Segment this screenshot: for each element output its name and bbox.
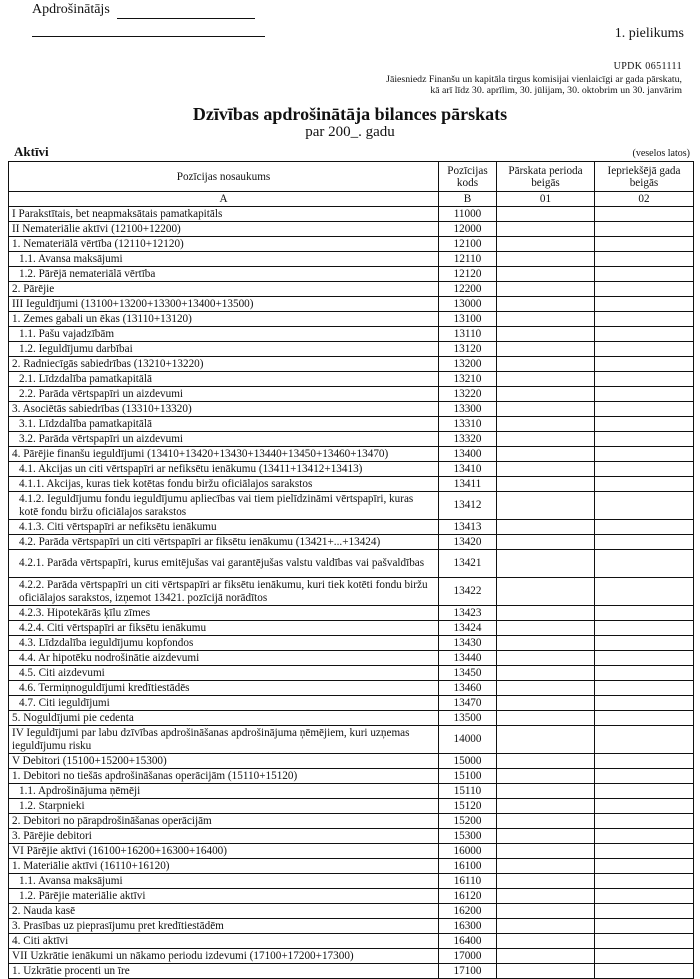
row-current-value[interactable]	[497, 949, 595, 964]
row-code: 13300	[439, 402, 497, 417]
table-row	[9, 726, 694, 754]
col-header-previous: Iepriekšējā gada beigās	[595, 162, 694, 192]
row-previous-value[interactable]	[595, 535, 694, 550]
row-code: 11000	[439, 207, 497, 222]
row-current-value[interactable]	[497, 417, 595, 432]
row-current-value[interactable]	[497, 844, 595, 859]
row-label: 1.2. Ieguldījumu darbībai	[9, 342, 439, 357]
row-previous-value[interactable]	[595, 402, 694, 417]
row-current-value[interactable]	[497, 462, 595, 477]
table-row	[9, 252, 694, 267]
row-label: 4.6. Termiņnoguldījumi kredītiestādēs	[9, 681, 439, 696]
row-label: 3. Prasības uz pieprasījumu pret kredītiestādēm	[9, 919, 439, 934]
row-previous-value[interactable]	[595, 462, 694, 477]
row-previous-value[interactable]	[595, 874, 694, 889]
table-row	[9, 432, 694, 447]
row-code: 13422	[439, 578, 497, 606]
table-row	[9, 492, 694, 520]
row-previous-value[interactable]	[595, 711, 694, 726]
row-current-value[interactable]	[497, 492, 595, 520]
row-current-value[interactable]	[497, 964, 595, 979]
section-title: Aktīvi	[14, 144, 49, 159]
page-title: Dzīvības apdrošinātāja bilances pārskats	[192, 104, 508, 124]
row-label: 2. Nauda kasē	[9, 904, 439, 919]
row-code: 13460	[439, 681, 497, 696]
table-row	[9, 859, 694, 874]
row-current-value[interactable]	[497, 327, 595, 342]
row-current-value[interactable]	[497, 621, 595, 636]
row-code: 12200	[439, 282, 497, 297]
row-previous-value[interactable]	[595, 784, 694, 799]
row-code: 16200	[439, 904, 497, 919]
row-code: 15300	[439, 829, 497, 844]
row-label: II Nemateriālie aktīvi (12100+12200)	[9, 222, 439, 237]
row-label: 1.1. Pašu vajadzībām	[9, 327, 439, 342]
table-row	[9, 844, 694, 859]
table-row	[9, 550, 694, 578]
row-code: 13420	[439, 535, 497, 550]
row-current-value[interactable]	[497, 312, 595, 327]
table-row	[9, 904, 694, 919]
row-current-value[interactable]	[497, 889, 595, 904]
row-code: 13440	[439, 651, 497, 666]
row-current-value[interactable]	[497, 207, 595, 222]
table-row	[9, 342, 694, 357]
page-subtitle: par 200_. gadu	[305, 124, 395, 140]
row-previous-value[interactable]	[595, 949, 694, 964]
row-previous-value[interactable]	[595, 520, 694, 535]
insurer-line	[32, 2, 255, 19]
row-code: 13400	[439, 447, 497, 462]
row-code: 13310	[439, 417, 497, 432]
row-code: 16400	[439, 934, 497, 949]
row-current-value[interactable]	[497, 402, 595, 417]
row-current-value[interactable]	[497, 477, 595, 492]
row-current-value[interactable]	[497, 372, 595, 387]
second-blank-line	[32, 36, 265, 37]
row-previous-value[interactable]	[595, 799, 694, 814]
row-code: 12100	[439, 237, 497, 252]
row-code: 17000	[439, 949, 497, 964]
row-code: 13220	[439, 387, 497, 402]
row-previous-value[interactable]	[595, 651, 694, 666]
row-current-value[interactable]	[497, 934, 595, 949]
row-current-value[interactable]	[497, 681, 595, 696]
subheader-previous: 02	[595, 192, 694, 207]
row-code: 13210	[439, 372, 497, 387]
table-row	[9, 814, 694, 829]
row-label: 2.2. Parāda vērtspapīri un aizdevumi	[9, 387, 439, 402]
row-code: 13421	[439, 550, 497, 578]
row-label: 5. Noguldījumi pie cedenta	[9, 711, 439, 726]
table-row	[9, 267, 694, 282]
table-row	[9, 282, 694, 297]
row-previous-value[interactable]	[595, 859, 694, 874]
table-row	[9, 651, 694, 666]
row-code: 15000	[439, 754, 497, 769]
row-label: VII Uzkrātie ienākumi un nākamo periodu izdevumi (17100+17200+17300)	[9, 949, 439, 964]
row-current-value[interactable]	[497, 357, 595, 372]
table-row	[9, 636, 694, 651]
row-previous-value[interactable]	[595, 934, 694, 949]
row-current-value[interactable]	[497, 769, 595, 784]
row-label: 1.1. Apdrošinājuma ņēmēji	[9, 784, 439, 799]
row-previous-value[interactable]	[595, 606, 694, 621]
row-current-value[interactable]	[497, 387, 595, 402]
row-label: 4.2.3. Hipotekārās ķīlu zīmes	[9, 606, 439, 621]
row-code: 12000	[439, 222, 497, 237]
subheader-current: 01	[497, 192, 595, 207]
row-current-value[interactable]	[497, 636, 595, 651]
row-code: 13470	[439, 696, 497, 711]
row-label: 1. Uzkrātie procenti un īre	[9, 964, 439, 979]
table-row	[9, 829, 694, 844]
row-code: 13411	[439, 477, 497, 492]
row-previous-value[interactable]	[595, 964, 694, 979]
table-row	[9, 799, 694, 814]
row-current-value[interactable]	[497, 550, 595, 578]
table-row	[9, 874, 694, 889]
row-previous-value[interactable]	[595, 621, 694, 636]
row-previous-value[interactable]	[595, 357, 694, 372]
row-label: 3.1. Līdzdalība pamatkapitālā	[9, 417, 439, 432]
row-label: 1.2. Pārējie materiālie aktīvi	[9, 889, 439, 904]
row-previous-value[interactable]	[595, 904, 694, 919]
row-current-value[interactable]	[497, 267, 595, 282]
table-row	[9, 949, 694, 964]
row-label: 1.1. Avansa maksājumi	[9, 252, 439, 267]
table-row	[9, 711, 694, 726]
row-previous-value[interactable]	[595, 342, 694, 357]
row-code: 16120	[439, 889, 497, 904]
row-label: 3. Asociētās sabiedrības (13310+13320)	[9, 402, 439, 417]
table-row	[9, 372, 694, 387]
row-current-value[interactable]	[497, 829, 595, 844]
insurer-blank	[117, 2, 255, 19]
row-label: 1.2. Pārējā nemateriālā vērtība	[9, 267, 439, 282]
row-label: 1. Materiālie aktīvi (16110+16120)	[9, 859, 439, 874]
row-code: 15200	[439, 814, 497, 829]
row-code: 15120	[439, 799, 497, 814]
row-current-value[interactable]	[497, 606, 595, 621]
row-current-value[interactable]	[497, 651, 595, 666]
row-code: 17100	[439, 964, 497, 979]
row-current-value[interactable]	[497, 904, 595, 919]
row-label: 1.1. Avansa maksājumi	[9, 874, 439, 889]
row-code: 16110	[439, 874, 497, 889]
table-row	[9, 387, 694, 402]
row-current-value[interactable]	[497, 711, 595, 726]
row-previous-value[interactable]	[595, 417, 694, 432]
row-previous-value[interactable]	[595, 477, 694, 492]
row-label: 4.1.3. Citi vērtspapīri ar nefiksētu ienākumu	[9, 520, 439, 535]
row-previous-value[interactable]	[595, 282, 694, 297]
row-code: 13000	[439, 297, 497, 312]
table-row	[9, 237, 694, 252]
row-label: 2. Pārējie	[9, 282, 439, 297]
table-row	[9, 357, 694, 372]
table-row	[9, 207, 694, 222]
table-row	[9, 754, 694, 769]
row-label: 4.4. Ar hipotēku nodrošinātie aizdevumi	[9, 651, 439, 666]
row-label: 3.2. Parāda vērtspapīri un aizdevumi	[9, 432, 439, 447]
row-label: 4.2.2. Parāda vērtspapīri un citi vērtspapīri ar fiksētu ienākumu, kuri tiek kotēti fondu biržu oficiālajos sarakstos, izņemot 13421. pozīcijā norādītos	[9, 578, 439, 606]
row-label: 4.2.4. Citi vērtspapīri ar fiksētu ienākumu	[9, 621, 439, 636]
row-label: 1. Debitori no tiešās apdrošināšanas operācijām (15110+15120)	[9, 769, 439, 784]
row-code: 13500	[439, 711, 497, 726]
row-current-value[interactable]	[497, 919, 595, 934]
row-current-value[interactable]	[497, 578, 595, 606]
row-code: 13200	[439, 357, 497, 372]
row-label: 4.2. Parāda vērtspapīri un citi vērtspapīri ar fiksētu ienākumu (13421+...+13424)	[9, 535, 439, 550]
row-code: 12120	[439, 267, 497, 282]
row-current-value[interactable]	[497, 784, 595, 799]
row-label: 4.3. Līdzdalība ieguldījumu kopfondos	[9, 636, 439, 651]
table-row	[9, 417, 694, 432]
row-code: 14000	[439, 726, 497, 754]
table-row	[9, 297, 694, 312]
row-label: 4.1. Akcijas un citi vērtspapīri ar nefiksētu ienākumu (13411+13412+13413)	[9, 462, 439, 477]
row-previous-value[interactable]	[595, 726, 694, 754]
row-code: 16000	[439, 844, 497, 859]
table-row	[9, 477, 694, 492]
table-row	[9, 934, 694, 949]
row-label: 4.1.1. Akcijas, kuras tiek kotētas fondu biržu oficiālajos sarakstos	[9, 477, 439, 492]
row-code: 13120	[439, 342, 497, 357]
subheader-name: A	[9, 192, 439, 207]
row-previous-value[interactable]	[595, 889, 694, 904]
row-current-value[interactable]	[497, 447, 595, 462]
table-row	[9, 402, 694, 417]
row-label: 2.1. Līdzdalība pamatkapitālā	[9, 372, 439, 387]
row-code: 13412	[439, 492, 497, 520]
table-row	[9, 327, 694, 342]
submission-note-line-2: kā arī līdz 30. aprīlim, 30. jūlijam, 30. oktobrim un 30. janvārim	[430, 85, 682, 96]
row-code: 15100	[439, 769, 497, 784]
row-label: 1. Nemateriālā vērtība (12110+12120)	[9, 237, 439, 252]
table-row	[9, 535, 694, 550]
table-subheader-row	[9, 192, 694, 207]
row-label: IV Ieguldījumi par labu dzīvības apdrošināšanas apdrošinājuma ņēmējiem, kuri uzņemas ieguldījumu risku	[9, 726, 439, 754]
row-current-value[interactable]	[497, 726, 595, 754]
table-row	[9, 889, 694, 904]
row-code: 13100	[439, 312, 497, 327]
row-current-value[interactable]	[497, 520, 595, 535]
row-code: 12110	[439, 252, 497, 267]
row-current-value[interactable]	[497, 535, 595, 550]
table-row	[9, 462, 694, 477]
row-label: VI Pārējie aktīvi (16100+16200+16300+16400)	[9, 844, 439, 859]
table-row	[9, 696, 694, 711]
row-label: III Ieguldījumi (13100+13200+13300+13400+13500)	[9, 297, 439, 312]
row-previous-value[interactable]	[595, 327, 694, 342]
row-previous-value[interactable]	[595, 578, 694, 606]
row-previous-value[interactable]	[595, 237, 694, 252]
row-current-value[interactable]	[497, 754, 595, 769]
table-row	[9, 621, 694, 636]
table-row	[9, 666, 694, 681]
row-current-value[interactable]	[497, 799, 595, 814]
balance-table	[8, 161, 694, 979]
row-current-value[interactable]	[497, 342, 595, 357]
row-previous-value[interactable]	[595, 372, 694, 387]
row-code: 16300	[439, 919, 497, 934]
row-current-value[interactable]	[497, 666, 595, 681]
row-current-value[interactable]	[497, 696, 595, 711]
row-previous-value[interactable]	[595, 207, 694, 222]
row-current-value[interactable]	[497, 874, 595, 889]
row-code: 16100	[439, 859, 497, 874]
row-previous-value[interactable]	[595, 636, 694, 651]
row-label: V Debitori (15100+15200+15300)	[9, 754, 439, 769]
row-previous-value[interactable]	[595, 844, 694, 859]
table-row	[9, 964, 694, 979]
row-code: 13410	[439, 462, 497, 477]
row-previous-value[interactable]	[595, 681, 694, 696]
row-current-value[interactable]	[497, 252, 595, 267]
row-previous-value[interactable]	[595, 432, 694, 447]
row-previous-value[interactable]	[595, 550, 694, 578]
table-row	[9, 447, 694, 462]
row-previous-value[interactable]	[595, 387, 694, 402]
table-header-row	[9, 162, 694, 192]
row-previous-value[interactable]	[595, 267, 694, 282]
row-label: 2. Debitori no pārapdrošināšanas operācijām	[9, 814, 439, 829]
row-previous-value[interactable]	[595, 754, 694, 769]
col-header-name: Pozīcijas nosaukums	[9, 162, 439, 192]
row-current-value[interactable]	[497, 432, 595, 447]
row-label: 4. Pārējie finanšu ieguldījumi (13410+13420+13430+13440+13450+13460+13470)	[9, 447, 439, 462]
row-previous-value[interactable]	[595, 696, 694, 711]
units-note: (veselos latos)	[632, 148, 690, 159]
row-previous-value[interactable]	[595, 492, 694, 520]
row-previous-value[interactable]	[595, 919, 694, 934]
row-label: 1.2. Starpnieki	[9, 799, 439, 814]
row-code: 13423	[439, 606, 497, 621]
row-current-value[interactable]	[497, 237, 595, 252]
row-current-value[interactable]	[497, 814, 595, 829]
table-row	[9, 606, 694, 621]
row-previous-value[interactable]	[595, 666, 694, 681]
row-code: 13110	[439, 327, 497, 342]
submission-note	[386, 74, 682, 96]
subheader-code: B	[439, 192, 497, 207]
form-code: UPDK 0651111	[613, 61, 682, 72]
row-code: 15110	[439, 784, 497, 799]
row-previous-value[interactable]	[595, 312, 694, 327]
row-label: 4. Citi aktīvi	[9, 934, 439, 949]
appendix-label: 1. pielikums	[614, 26, 684, 41]
table-row	[9, 520, 694, 535]
row-previous-value[interactable]	[595, 222, 694, 237]
row-label: 4.5. Citi aizdevumi	[9, 666, 439, 681]
table-body	[9, 207, 694, 979]
table-row	[9, 919, 694, 934]
table-row	[9, 222, 694, 237]
row-label: 4.2.1. Parāda vērtspapīri, kurus emitējušas vai garantējušas valstu valdības vai pašvaldības	[9, 550, 439, 578]
row-label: 1. Zemes gabali un ēkas (13110+13120)	[9, 312, 439, 327]
row-previous-value[interactable]	[595, 447, 694, 462]
row-code: 13320	[439, 432, 497, 447]
row-previous-value[interactable]	[595, 769, 694, 784]
row-label: I Parakstītais, bet neapmaksātais pamatkapitāls	[9, 207, 439, 222]
row-previous-value[interactable]	[595, 814, 694, 829]
row-label: 4.7. Citi ieguldījumi	[9, 696, 439, 711]
table-row	[9, 312, 694, 327]
col-header-current: Pārskata perioda beigās	[497, 162, 595, 192]
submission-note-line-1: Jāiesniedz Finanšu un kapitāla tirgus komisijai vienlaicīgi ar gada pārskatu,	[386, 74, 682, 85]
insurer-label: Apdrošinātājs	[32, 2, 110, 17]
row-previous-value[interactable]	[595, 252, 694, 267]
row-current-value[interactable]	[497, 222, 595, 237]
row-label: 3. Pārējie debitori	[9, 829, 439, 844]
table-row	[9, 681, 694, 696]
row-code: 13424	[439, 621, 497, 636]
row-current-value[interactable]	[497, 297, 595, 312]
row-previous-value[interactable]	[595, 829, 694, 844]
row-code: 13413	[439, 520, 497, 535]
table-row	[9, 769, 694, 784]
table-row	[9, 784, 694, 799]
row-current-value[interactable]	[497, 859, 595, 874]
row-code: 13450	[439, 666, 497, 681]
row-current-value[interactable]	[497, 282, 595, 297]
row-label: 4.1.2. Ieguldījumu fondu ieguldījumu apliecības vai tiem pielīdzināmi vērtspapīri, kuras kotē fondu biržu oficiālajos sarakstos	[9, 492, 439, 520]
table-row	[9, 578, 694, 606]
col-header-code: Pozīcijas kods	[439, 162, 497, 192]
row-label: 2. Radniecīgās sabiedrības (13210+13220)	[9, 357, 439, 372]
row-code: 13430	[439, 636, 497, 651]
row-previous-value[interactable]	[595, 297, 694, 312]
